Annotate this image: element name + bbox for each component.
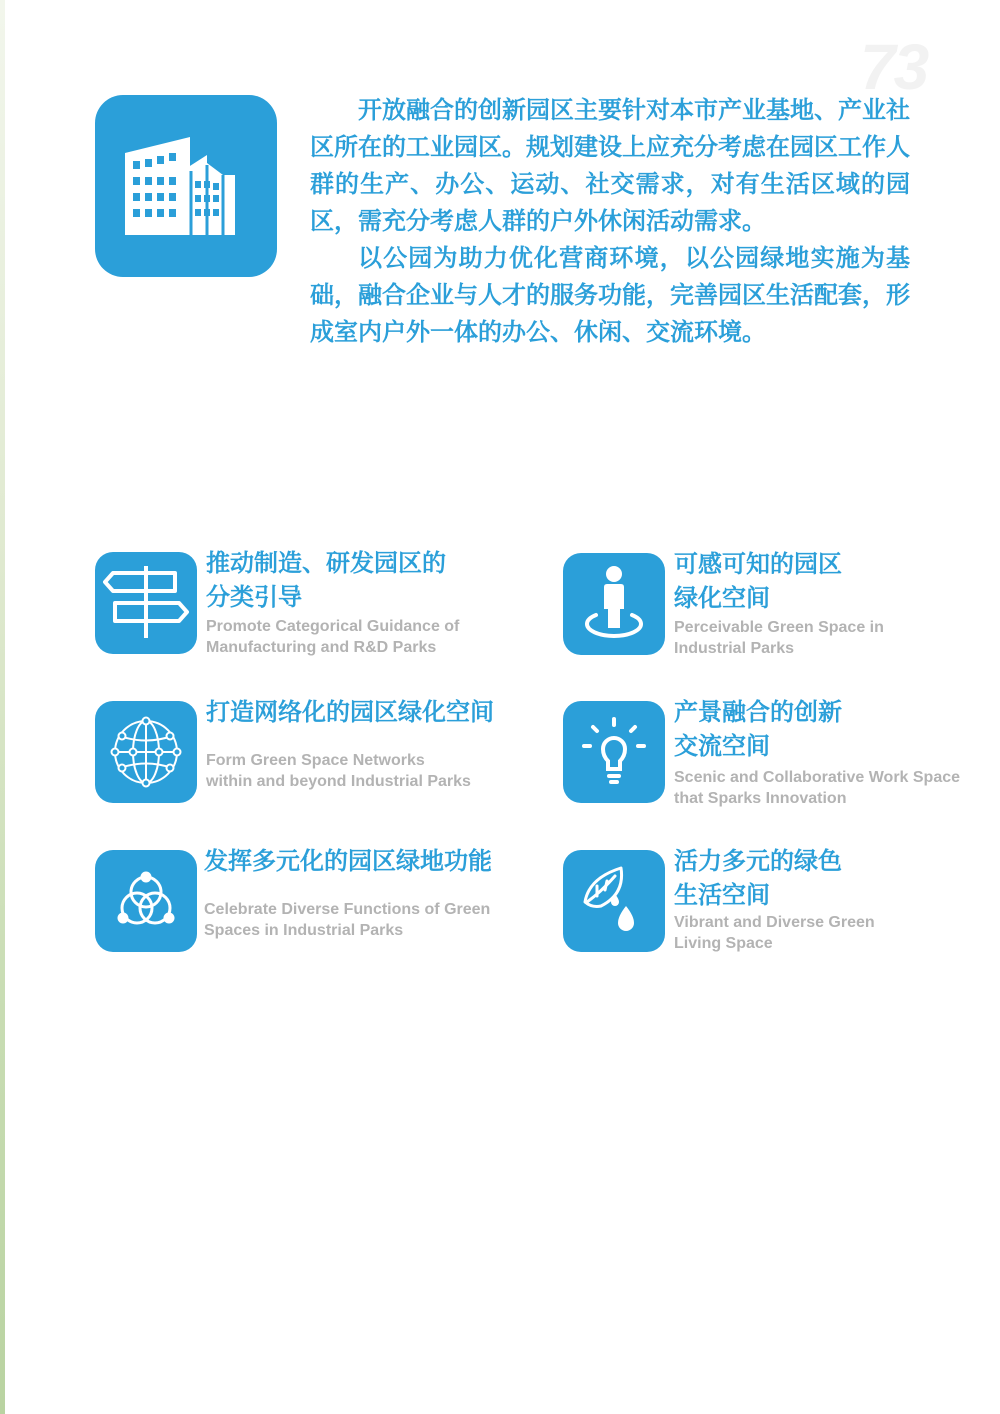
feature-subtitle-line: Living Space — [674, 935, 773, 952]
feature-subtitle-line: Manufacturing and R&D Parks — [206, 639, 437, 656]
feature-title-line: 生活空间 — [674, 881, 770, 909]
feature-subtitle-line: Industrial Parks — [674, 640, 795, 657]
feature-title-line: 交流空间 — [674, 732, 770, 760]
feature-title-line: 活力多元的绿色 — [674, 847, 842, 875]
feature-subtitle-line: Vibrant and Diverse Green — [674, 914, 875, 931]
feature-subtitle — [674, 912, 875, 954]
left-edge-strip — [0, 0, 5, 1414]
feature-title-line: 打造网络化的园区绿化空间 — [206, 698, 494, 726]
feature-subtitle-line: Celebrate Diverse Functions of Green — [204, 901, 491, 918]
feature-title — [674, 844, 842, 912]
network-globe-icon — [95, 701, 197, 803]
feature-title — [674, 695, 842, 763]
buildings-icon — [95, 95, 277, 277]
feature-title-line: 绿化空间 — [674, 584, 770, 612]
feature-title-line: 发挥多元化的园区绿地功能 — [204, 847, 492, 875]
lightbulb-icon — [563, 701, 665, 803]
feature-subtitle-line: Scenic and Collaborative Work Space — [674, 769, 961, 786]
feature-subtitle-line: Promote Categorical Guidance of — [206, 618, 460, 635]
feature-subtitle — [674, 617, 884, 659]
intro-paragraph-1: 开放融合的创新园区主要针对本市产业基地、产业社区所在的工业园区。规划建设上应充分考虑在园区工作人群的生产、办公、运动、社交需求，对有生活区域的园区，需充分考虑人群的户外休闲活动需求。 — [310, 96, 910, 235]
feature-subtitle-line: Spaces in Industrial Parks — [204, 922, 404, 939]
feature-subtitle — [674, 767, 960, 809]
feature-subtitle — [204, 899, 490, 941]
feature-subtitle-line: within and beyond Industrial Parks — [206, 773, 471, 790]
page-number: 73 — [860, 31, 928, 103]
intro-text — [310, 92, 910, 351]
feature-title — [206, 546, 446, 614]
feature-subtitle — [206, 616, 459, 658]
person-on-spot-icon — [563, 553, 665, 655]
intro-paragraph-2: 以公园为助力优化营商环境，以公园绿地实施为基础，融合企业与人才的服务功能，完善园区生活配套，形成室内户外一体的办公、休闲、交流环境。 — [310, 244, 910, 346]
overlapping-circles-icon — [95, 850, 197, 952]
feature-title — [204, 844, 492, 878]
feature-title-line: 可感可知的园区 — [674, 550, 842, 578]
feature-title — [206, 695, 494, 729]
feature-subtitle-line: Perceivable Green Space in — [674, 619, 884, 636]
leaf-water-drop-icon — [563, 850, 665, 952]
signpost-icon — [95, 552, 197, 654]
feature-subtitle — [206, 750, 471, 792]
feature-title-line: 产景融合的创新 — [674, 698, 842, 726]
feature-title-line: 分类引导 — [206, 583, 302, 611]
feature-title — [674, 547, 842, 615]
feature-subtitle-line: that Sparks Innovation — [674, 790, 847, 807]
feature-subtitle-line: Form Green Space Networks — [206, 752, 425, 769]
feature-title-line: 推动制造、研发园区的 — [206, 549, 446, 577]
